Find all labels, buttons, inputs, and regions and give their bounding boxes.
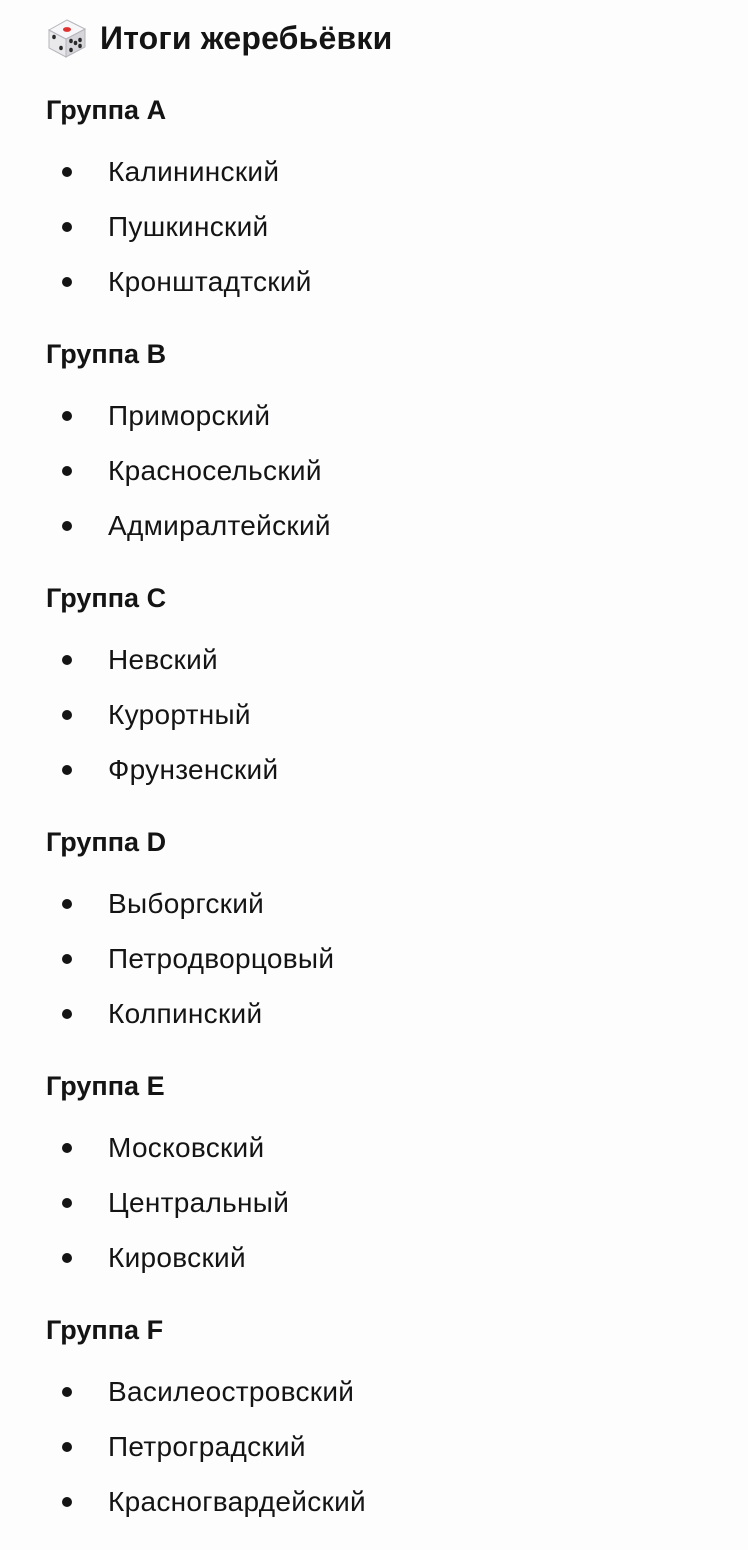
bullet-icon [62, 1387, 72, 1397]
group-heading: Группа E [46, 1071, 165, 1101]
district-name: Красносельский [108, 455, 322, 486]
district-name: Пушкинский [108, 211, 269, 242]
district-name: Выборгский [108, 888, 265, 919]
page-title: Итоги жеребьёвки [100, 19, 393, 56]
district-name: Московский [108, 1132, 265, 1163]
list-item [0, 1120, 748, 1175]
district-name: Петроградский [108, 1431, 306, 1462]
list-item [0, 199, 748, 254]
list-item [0, 144, 748, 199]
district-name: Адмиралтейский [108, 510, 331, 541]
district-name: Кировский [108, 1242, 246, 1273]
list-item [0, 876, 748, 931]
bullet-icon [62, 1143, 72, 1153]
district-name: Красногвардейский [108, 1486, 366, 1517]
group-heading: Группа F [46, 1315, 164, 1345]
list-item [0, 388, 748, 443]
district-name: Кронштадтский [108, 266, 312, 297]
group-list [0, 144, 748, 309]
bullet-icon [62, 899, 72, 909]
list-item [0, 443, 748, 498]
page-header [46, 14, 392, 62]
district-name: Василеостровский [108, 1376, 355, 1407]
list-item [0, 986, 748, 1041]
group-list [0, 1364, 748, 1529]
bullet-icon [62, 411, 72, 421]
district-name: Петродворцовый [108, 943, 335, 974]
bullet-icon [62, 521, 72, 531]
district-name: Приморский [108, 400, 271, 431]
list-item [0, 742, 748, 797]
list-item [0, 1474, 748, 1529]
bullet-icon [62, 765, 72, 775]
group-heading: Группа B [46, 339, 167, 369]
bullet-icon [62, 1253, 72, 1263]
list-item [0, 632, 748, 687]
bullet-icon [62, 1497, 72, 1507]
bullet-icon [62, 1009, 72, 1019]
district-name: Курортный [108, 699, 251, 730]
group-list [0, 388, 748, 553]
dice-icon [46, 17, 88, 59]
bullet-icon [62, 466, 72, 476]
district-name: Колпинский [108, 998, 263, 1029]
bullet-icon [62, 954, 72, 964]
district-name: Фрунзенский [108, 754, 279, 785]
list-item [0, 1364, 748, 1419]
group-list [0, 876, 748, 1041]
bullet-icon [62, 655, 72, 665]
list-item [0, 931, 748, 986]
district-name: Невский [108, 644, 218, 675]
district-name: Центральный [108, 1187, 290, 1218]
list-item [0, 1175, 748, 1230]
bullet-icon [62, 1198, 72, 1208]
bullet-icon [62, 222, 72, 232]
group-heading: Группа D [46, 827, 167, 857]
list-item [0, 498, 748, 553]
list-item [0, 687, 748, 742]
group-heading: Группа C [46, 583, 167, 613]
list-item [0, 1230, 748, 1285]
bullet-icon [62, 710, 72, 720]
group-heading: Группа A [46, 95, 167, 125]
list-item [0, 254, 748, 309]
bullet-icon [62, 277, 72, 287]
district-name: Калининский [108, 156, 280, 187]
group-list [0, 1120, 748, 1285]
group-list [0, 632, 748, 797]
bullet-icon [62, 1442, 72, 1452]
list-item [0, 1419, 748, 1474]
bullet-icon [62, 167, 72, 177]
